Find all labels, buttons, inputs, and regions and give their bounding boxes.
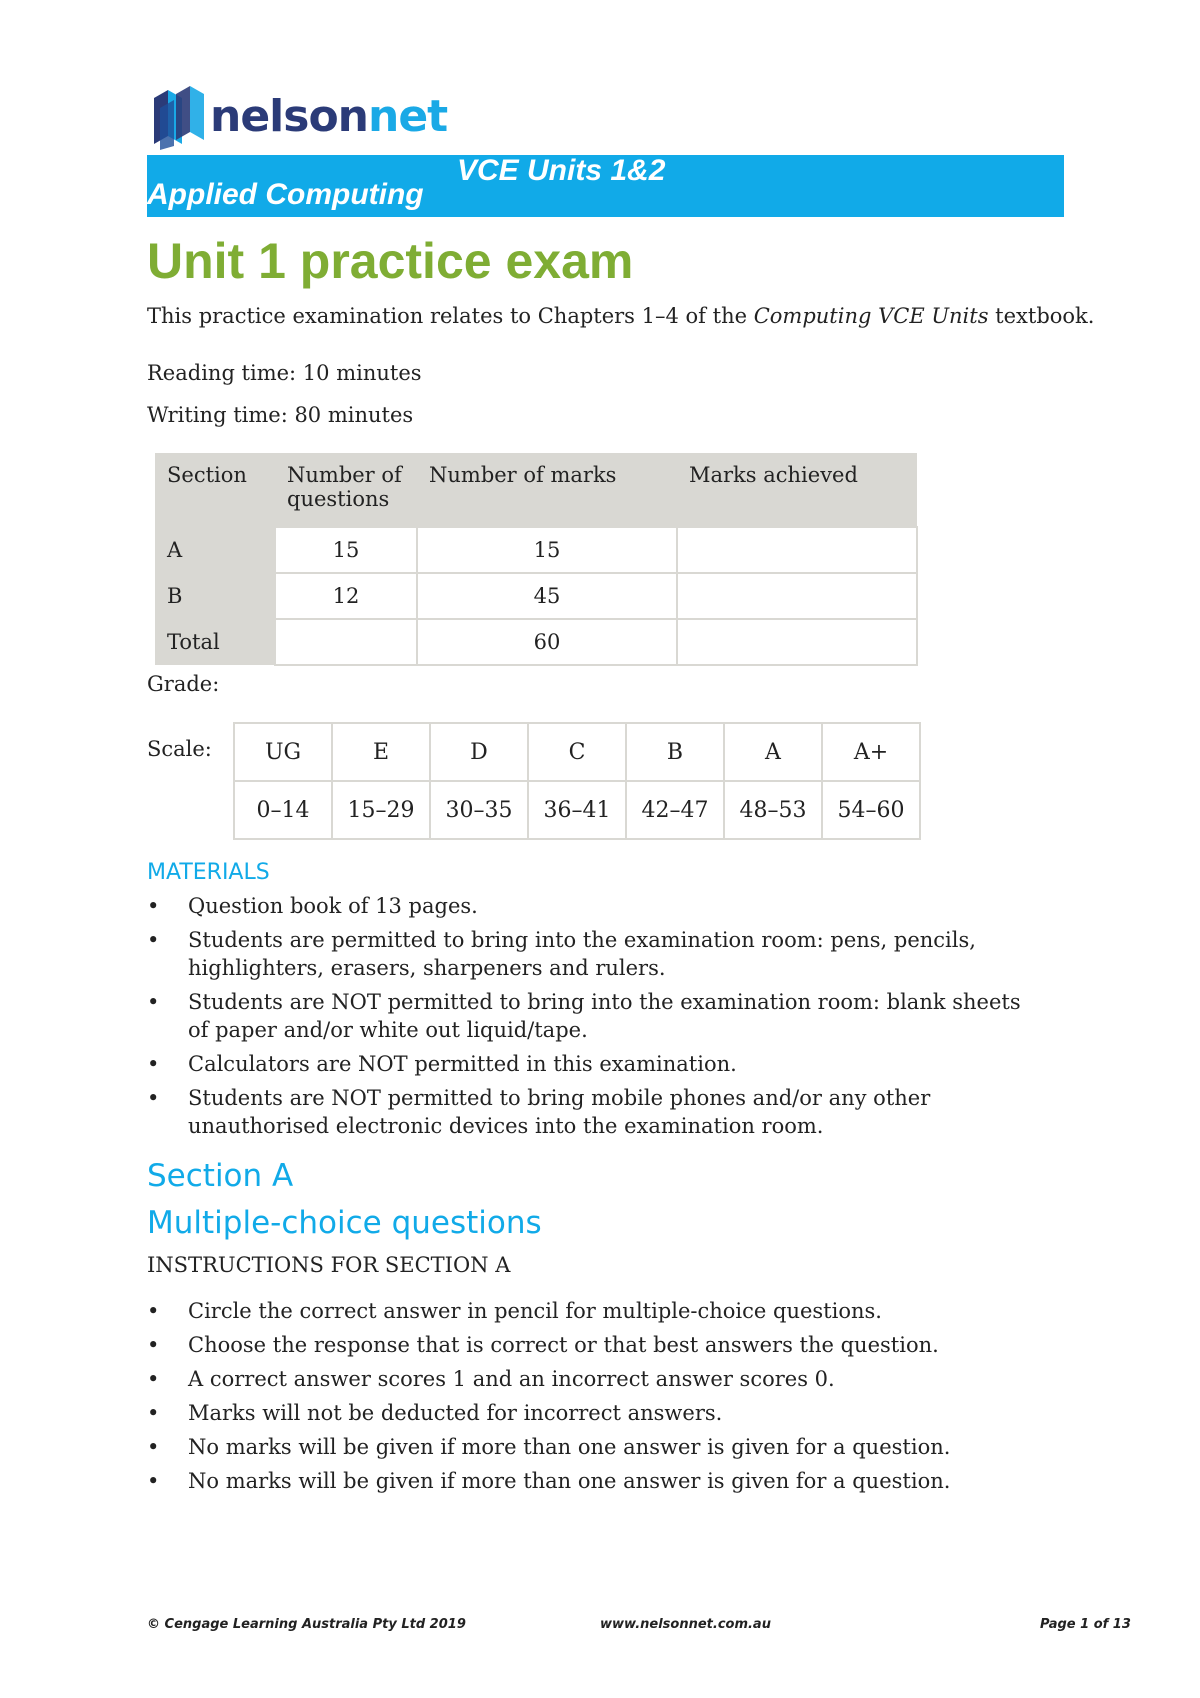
header-achieved: Marks achieved (677, 453, 917, 527)
instructions-title: INSTRUCTIONS FOR SECTION A (147, 1253, 511, 1277)
list-item: • No marks will be given if more than one answer is given for a question. (147, 1467, 1047, 1495)
intro-after: textbook. (988, 304, 1095, 328)
row-questions (275, 619, 417, 665)
list-item: • Choose the response that is correct or that best answers the question. (147, 1331, 1047, 1359)
row-section: Total (155, 619, 275, 665)
materials-heading: MATERIALS (147, 860, 270, 885)
row-marks: 45 (417, 573, 677, 619)
scale-range: 30–35 (430, 781, 528, 839)
row-questions: 12 (275, 573, 417, 619)
brand-name-part2: net (368, 91, 448, 142)
row-achieved (677, 527, 917, 573)
row-marks: 15 (417, 527, 677, 573)
footer-copyright: © Cengage Learning Australia Pty Ltd 2019 (147, 1617, 466, 1632)
intro-before: This practice examination relates to Chapters 1–4 of the (147, 304, 754, 328)
brand-wordmark (210, 84, 447, 150)
row-marks: 60 (417, 619, 677, 665)
intro-paragraph (147, 304, 1094, 328)
scale-range: 0–14 (234, 781, 332, 839)
grade-scale-table (233, 722, 921, 840)
reading-time: Reading time: 10 minutes (147, 361, 422, 385)
header-marks: Number of marks (417, 453, 677, 527)
banner-units: VCE Units 1&2 (457, 154, 666, 187)
list-item: • Question book of 13 pages. (147, 892, 1047, 920)
list-item: • Marks will not be deducted for incorrect answers. (147, 1399, 1047, 1427)
list-item: • Calculators are NOT permitted in this examination. (147, 1050, 1047, 1078)
footer-website-link[interactable]: www.nelsonnet.com.au (600, 1617, 771, 1632)
grade-label: Grade: (147, 672, 220, 696)
table-row (155, 619, 917, 665)
row-achieved (677, 573, 917, 619)
writing-time: Writing time: 80 minutes (147, 403, 414, 427)
list-item: • No marks will be given if more than one answer is given for a question. (147, 1433, 1047, 1461)
scale-grade: UG (234, 723, 332, 781)
materials-list (147, 892, 1047, 1146)
list-item: • Students are NOT permitted to bring into the examination room: blank sheets of paper and/or white out liquid/tape. (147, 988, 1047, 1044)
scale-grades-row (234, 723, 920, 781)
brand-name-part1: nelson (210, 91, 368, 142)
scale-grade: E (332, 723, 430, 781)
section-a-subheading: Multiple-choice questions (147, 1205, 542, 1241)
table-row (155, 527, 917, 573)
scale-range: 36–41 (528, 781, 626, 839)
list-item: • A correct answer scores 1 and an incorrect answer scores 0. (147, 1365, 1047, 1393)
table-row (155, 573, 917, 619)
header-questions: Number of questions (275, 453, 417, 527)
scale-range: 54–60 (822, 781, 920, 839)
scale-ranges-row (234, 781, 920, 839)
section-a-heading: Section A (147, 1158, 294, 1194)
marks-table (155, 453, 918, 666)
nelsonnet-logo-icon (150, 84, 208, 150)
scale-range: 48–53 (724, 781, 822, 839)
list-item: • Students are NOT permitted to bring mobile phones and/or any other unauthorised electronic devices into the examination room. (147, 1084, 1047, 1140)
scale-range: 15–29 (332, 781, 430, 839)
scale-grade: A (724, 723, 822, 781)
banner-subject: Applied Computing (147, 178, 424, 211)
footer-page-number: Page 1 of 13 (1040, 1617, 1131, 1632)
marks-table-header (155, 453, 917, 527)
row-achieved (677, 619, 917, 665)
instructions-list (147, 1297, 1047, 1501)
list-item: • Circle the correct answer in pencil for multiple-choice questions. (147, 1297, 1047, 1325)
scale-grade: D (430, 723, 528, 781)
row-section: A (155, 527, 275, 573)
row-section: B (155, 573, 275, 619)
scale-label: Scale: (147, 737, 212, 761)
list-item: • Students are permitted to bring into the examination room: pens, pencils, highlighters, erasers, sharpeners and rulers. (147, 926, 1047, 982)
page-title: Unit 1 practice exam (147, 233, 634, 289)
row-questions: 15 (275, 527, 417, 573)
scale-grade: B (626, 723, 724, 781)
scale-grade: C (528, 723, 626, 781)
intro-book-title: Computing VCE Units (753, 304, 989, 328)
header-section: Section (155, 453, 275, 527)
scale-range: 42–47 (626, 781, 724, 839)
scale-grade: A+ (822, 723, 920, 781)
